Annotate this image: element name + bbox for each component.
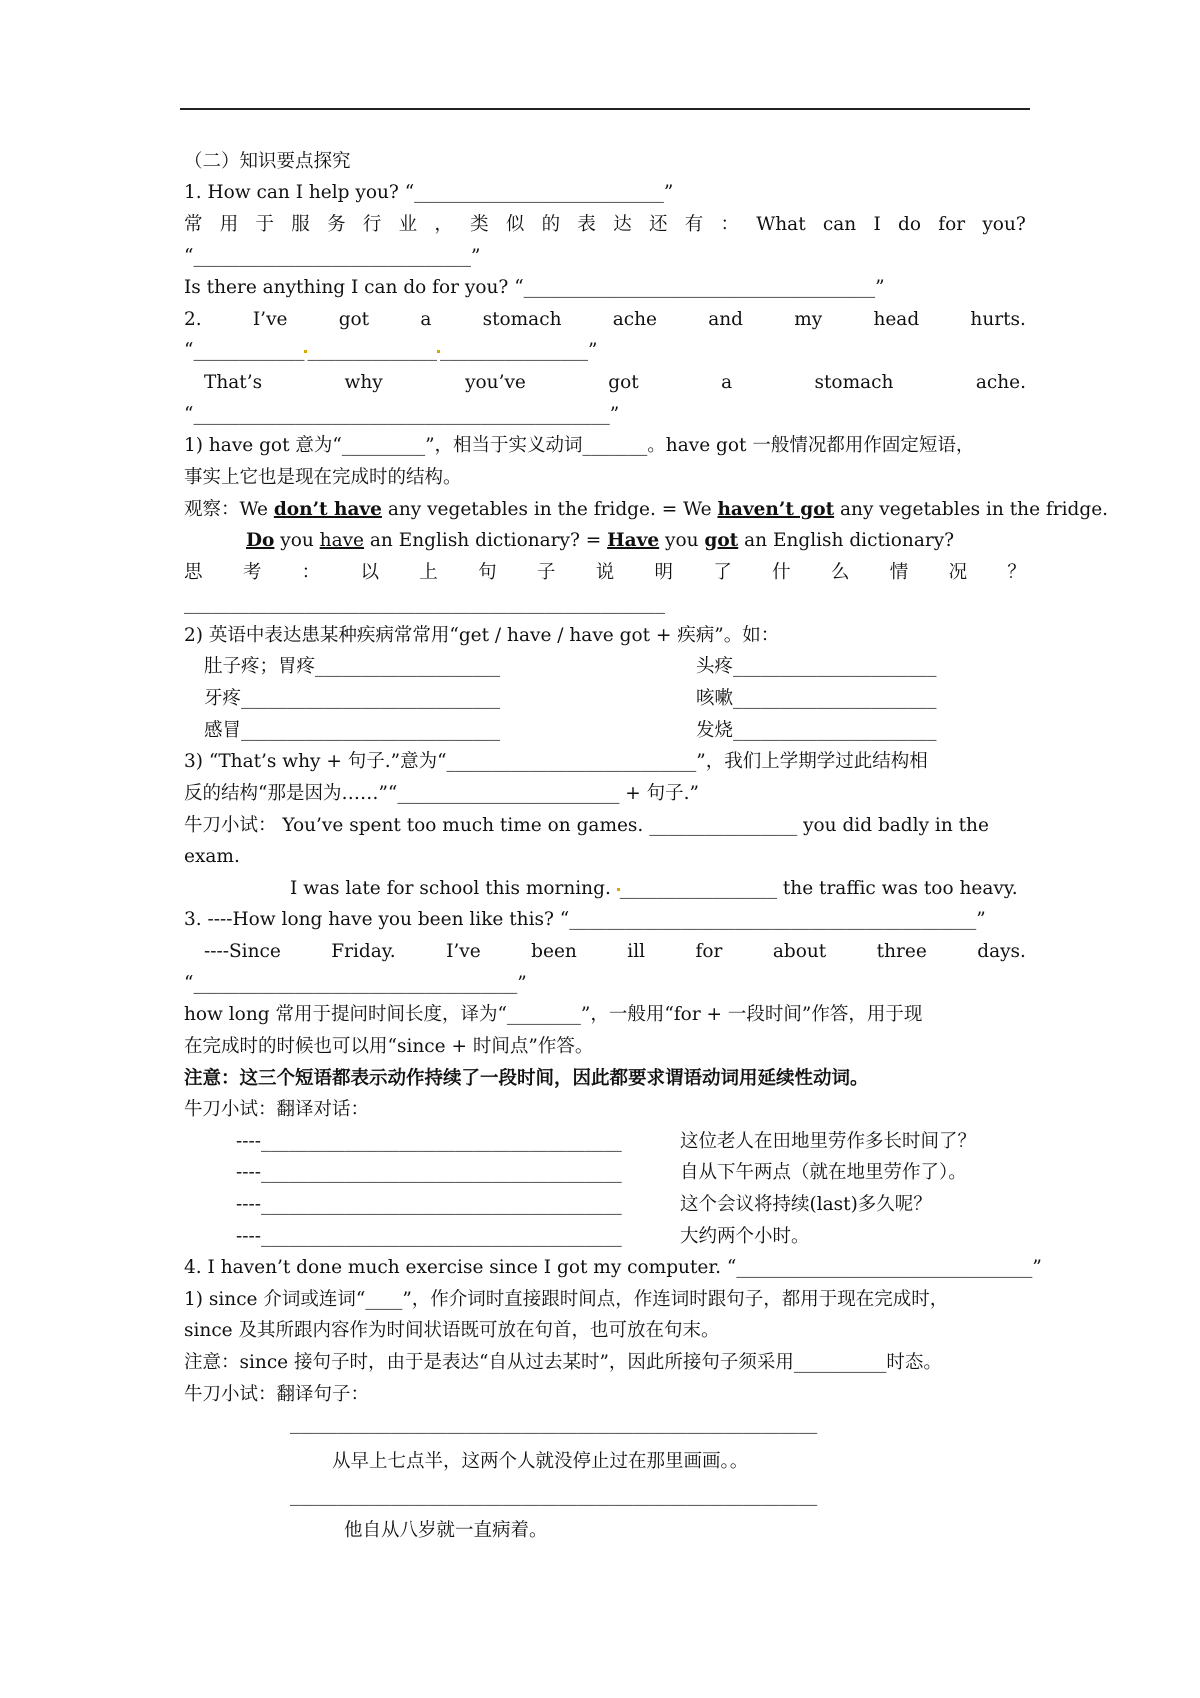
how-long-explain-1: how long 常用于提问时间长度，译为“________”，一般用“for + 一段时间”作答，用于现: [184, 1004, 923, 1025]
word: Friday.: [331, 941, 396, 962]
since-explain-1: 1) since 介词或连词“____”，作介词时直接跟时间点，作连词时跟句子，都用于现在完成时，: [184, 1289, 949, 1310]
item1-line3: “______________________________”: [184, 246, 481, 267]
word: a: [420, 309, 432, 330]
item1-line2: [184, 212, 1026, 238]
word: been: [531, 941, 577, 962]
word: 2.: [184, 309, 202, 330]
dialog-blank-1: ----_______________________________________: [236, 1131, 622, 1152]
illness-intro: 2) 英语中表达患某种疾病常常用“get / have / have got + 疾病”。如：: [184, 625, 780, 646]
word: ----Since: [204, 941, 281, 962]
item4-line1: 4. I haven’t done much exercise since I got my computer. “________________________________”: [184, 1257, 1042, 1278]
word: a: [721, 372, 733, 393]
word: I: [873, 214, 881, 235]
highlight-Have: Have: [607, 530, 660, 551]
highlight-havent-got: haven’t got: [717, 499, 835, 520]
word: days.: [977, 941, 1026, 962]
item3-blank2: “___________________________________”: [184, 973, 527, 994]
char: 业: [398, 214, 418, 235]
char: 有: [684, 214, 704, 235]
blank-segment: ______________: [307, 340, 437, 361]
word: do: [898, 214, 922, 235]
word: What: [756, 214, 806, 235]
try1-line2: exam.: [184, 846, 240, 867]
thats-why-line1: 3) “That’s why + 句子.”意为“___________________________”，我们上学期学过此结构相: [184, 751, 928, 772]
dialog-cn-3: 这个会议将持续(last)多久呢？: [680, 1194, 932, 1215]
char: 常: [184, 214, 203, 235]
item2-line2: [204, 370, 1026, 396]
word: you?: [982, 214, 1026, 235]
word: you’ve: [465, 372, 526, 393]
dialog-cn-4: 大约两个小时。: [680, 1226, 810, 1247]
char: 句: [478, 562, 497, 583]
char: ：: [301, 562, 321, 583]
char: 服: [291, 214, 310, 235]
word: got: [338, 309, 370, 330]
try1-line1: 牛刀小试： You’ve spent too much time on games. ________________ you did badly in the: [184, 815, 989, 836]
word: stomach: [482, 309, 562, 330]
word: my: [794, 309, 823, 330]
highlight-dont-have: don’t have: [273, 499, 382, 520]
think-line: [184, 560, 1026, 586]
char: 类: [470, 214, 489, 235]
word: ill: [627, 941, 646, 962]
translate-blank-2: _________________________________________________________: [290, 1485, 818, 1506]
char: 考: [242, 562, 262, 583]
observe-line: 观察：We don’t have any vegetables in the fridge. = We haven’t got any vegetables in the fridge.: [184, 499, 1109, 520]
translate-blank-1: _________________________________________________________: [290, 1413, 818, 1434]
char: 还: [648, 214, 668, 235]
section-title: （二）知识要点探究: [184, 151, 351, 172]
word: stomach: [814, 372, 894, 393]
illness-cough: 咳嗽______________________: [696, 688, 937, 709]
word: head: [873, 309, 920, 330]
char: 行: [362, 214, 382, 235]
translate-sentence-1: 从早上七点半，这两个人就没停止过在那里画画。。: [332, 1451, 749, 1472]
illness-stomachache: 肚子疼；胃疼____________________: [204, 656, 501, 677]
translate-sentence-2: 他自从八岁就一直病着。: [344, 1520, 548, 1541]
item4-note: 注意：since 接句子时，由于是表达“自从过去某时”，因此所接句子须采用__________时态。: [184, 1352, 942, 1373]
item1-line1: 1. How can I help you? “___________________________”: [184, 182, 674, 203]
try1-line3: I was late for school this morning. _________________ the traffic was too heavy.: [290, 878, 1018, 899]
blank-segment: “____________: [184, 340, 305, 361]
char: ？: [1007, 562, 1026, 583]
item2-blank2: “_____________________________________________”: [184, 404, 620, 425]
item3-note: 注意：这三个短语都表示动作持续了一段时间，因此都要求谓语动词用延续性动词。: [184, 1068, 869, 1089]
item3-try-title: 牛刀小试：翻译对话：: [184, 1099, 370, 1120]
have-got-explain-2: 事实上它也是现在完成时的结构。: [184, 467, 462, 488]
item2-blank1: [184, 338, 1026, 364]
word: got: [608, 372, 639, 393]
word: for: [695, 941, 723, 962]
char: 说: [595, 562, 615, 583]
illness-headache: 头疼______________________: [696, 656, 937, 677]
char: 什: [772, 562, 791, 583]
question-line: Do you have an English dictionary? = Have you got an English dictionary?: [246, 530, 955, 551]
dialog-cn-1: 这位老人在田地里劳作多长时间了？: [680, 1131, 977, 1152]
dialog-blank-3: ----_______________________________________: [236, 1194, 622, 1215]
char: ：: [720, 214, 739, 235]
illness-toothache: 牙疼____________________________: [204, 688, 501, 709]
how-long-explain-2: 在完成时的时候也可以用“since + 时间点”作答。: [184, 1036, 594, 1057]
char: 以: [360, 562, 379, 583]
word: can: [822, 214, 857, 235]
have-got-explain-1: 1) have got 意为“_________”，相当于实义动词_______。have got 一般情况都用作固定短语，: [184, 435, 975, 456]
char: 况: [948, 562, 968, 583]
illness-fever: 发烧______________________: [696, 720, 937, 741]
item2-line1: [184, 307, 1026, 333]
item1-line4: Is there anything I can do for you? “______________________________________”: [184, 277, 885, 298]
item3-line1: 3. ----How long have you been like this? “____________________________________________”: [184, 909, 986, 930]
item4-try-title: 牛刀小试：翻译句子：: [184, 1384, 370, 1405]
dialog-cn-2: 自从下午两点（就在地里劳作了）。: [680, 1162, 967, 1183]
item3-line2: [204, 939, 1026, 965]
char: 情: [889, 562, 909, 583]
think-blank: ____________________________________________________: [184, 593, 665, 614]
char: 表: [577, 214, 596, 235]
char: 似: [505, 214, 525, 235]
word: I’ve: [252, 309, 288, 330]
dialog-blank-4: ----_______________________________________: [236, 1226, 622, 1247]
illness-cold: 感冒____________________________: [204, 720, 501, 741]
word: for: [938, 214, 966, 235]
dialog-blank-2: ----_______________________________________: [236, 1162, 622, 1183]
highlight-do: Do: [246, 530, 275, 551]
char: 上: [419, 562, 438, 583]
char: 的: [541, 214, 561, 235]
highlight-have: have: [319, 530, 365, 551]
header-rule: [180, 108, 1030, 110]
blank-segment: ________________”: [439, 340, 598, 361]
char: 子: [536, 562, 556, 583]
char: 用: [219, 214, 239, 235]
word: ache: [612, 309, 657, 330]
word: about: [772, 941, 827, 962]
word: ache.: [975, 372, 1026, 393]
thats-why-line2: 反的结构“那是因为……”“________________________ + 句子.”: [184, 783, 699, 804]
word: hurts.: [970, 309, 1026, 330]
char: 思: [184, 562, 203, 583]
word: why: [344, 372, 383, 393]
char: 么: [830, 562, 850, 583]
highlight-got: got: [704, 530, 739, 551]
word: I’ve: [446, 941, 481, 962]
word: three: [876, 941, 927, 962]
word: That’s: [204, 372, 263, 393]
char: 了: [713, 562, 732, 583]
char: ，: [434, 214, 453, 235]
char: 于: [255, 214, 275, 235]
char: 明: [654, 562, 674, 583]
char: 达: [613, 214, 632, 235]
since-explain-2: since 及其所跟内容作为时间状语既可放在句首，也可放在句末。: [184, 1320, 720, 1341]
word: and: [708, 309, 743, 330]
char: 务: [327, 214, 346, 235]
